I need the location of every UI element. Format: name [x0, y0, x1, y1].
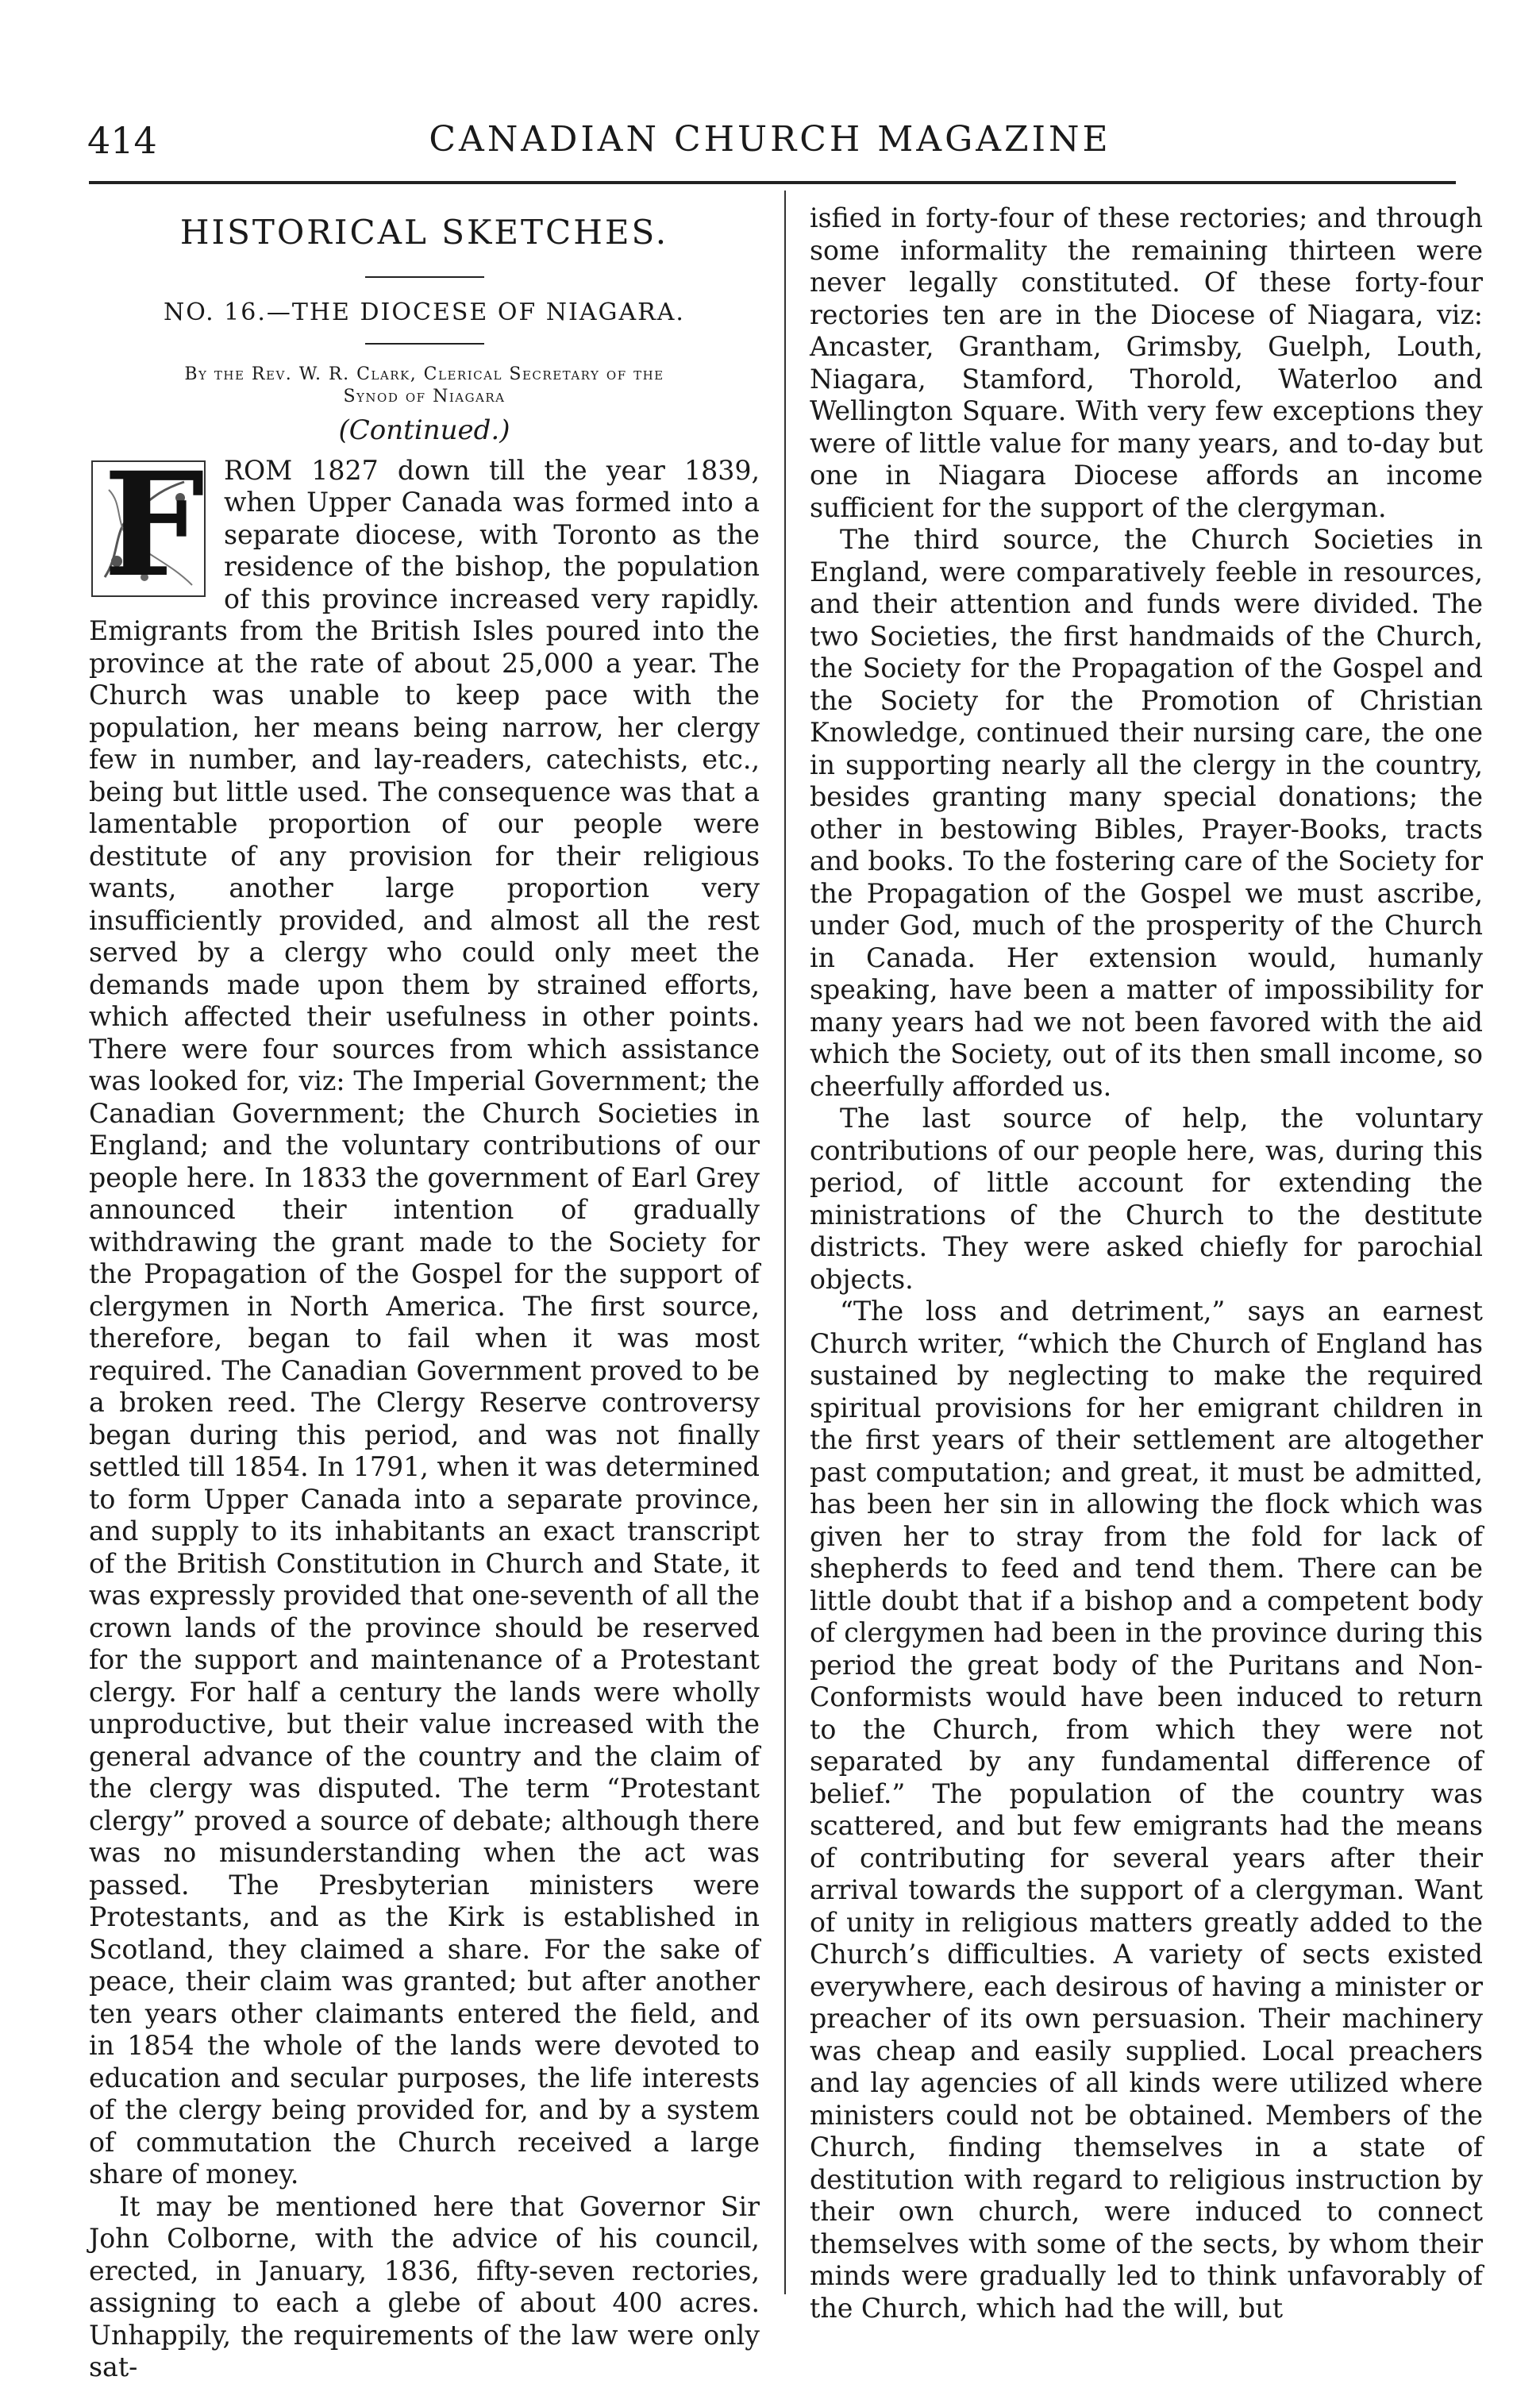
- article-subtitle: NO. 16.—THE DIOCESE OF NIAGARA.: [164, 298, 685, 326]
- byline-line-2: Synod of Niagara: [343, 387, 506, 406]
- drop-cap-letter: F: [103, 441, 205, 609]
- continued-note: (Continued.): [338, 414, 510, 446]
- title-divider: [365, 276, 484, 278]
- paragraph: ROM 1827 down till the year 1839, when Upper Canada was formed into a separate diocese, with Toronto as the residence of the bishop, the population of this province increased very rapidly. Emigrants from the British Isles poured into the province at the rate of about 25,000 a year. The Church was unable to keep pace with the population, her means being narrow, her clergy few in number, and lay-readers, catechists, etc., being but little used. The consequence was that a lamentable proportion of our people were destitute of any provision for their religious wants, another large proportion very insufficiently provided, and almost all the rest served by a clergy who could only meet the demands made upon them by strained efforts, which affected their usefulness in other points. There were four sources from which assistance was looked for, viz: The Imperial Government; the Canadian Government; the Church Societies in England; and the voluntary contributions of our people here. In 1833 the government of Earl Grey announced their intention of gradually withdrawing the grant made to the Society for the Propagation of the Gospel for the support of clergymen in North America. The first source, therefore, began to fail when it was most required. The Canadian Government proved to be a broken reed. The Clergy Reserve controversy began during this period, and was not finally settled till 1854. In 1791, when it was determined to form Upper Canada into a separate province, and supply to its inhabitants an exact transcript of the British Constitution in Church and State, it was expressly provided that one-seventh of all the crown lands of the province should be reserved for the support and maintenance of a Protestant clergy. For half a century the lands were wholly unproductive, but their value increased with the general advance of the country and the claim of the clergy was disputed. The term “Protestant clergy” proved a source of debate; although there was no misunderstanding when the act was passed. The Presbyterian ministers were Protestants, and as the Kirk is established in Scotland, they claimed a share. For the sake of peace, their claim was granted; but after another ten years other claimants entered the field, and in 1854 the whole of the lands were devoted to education and secular purposes, the life interests of the clergy being provided for, and by a system of commutation the Church received a large share of money.: [89, 454, 760, 2190]
- paragraph: isfied in forty-four of these rectories; and through some informality the remaining thirteen were never legally constituted. Of these forty-four rectories ten are in the Diocese of Niagara, viz: Ancaster, Grantham, Grimsby, Guelph, Louth, Niagara, Stamford, Thorold, Waterloo and Wellington Square. With very few exceptions they were of little value for many years, and to-day but one in Niagara Diocese affords an income sufficient for the support of the clergyman.: [810, 202, 1483, 523]
- paragraph: “The loss and detriment,” says an earnest Church writer, “which the Church of England has sustained by neglecting to make the required spiritual provisions for her emigrant children in the first years of their settlement are altogether past computation; and great, it must be admitted, has been her sin in allowing the flock which was given her to stray from the fold for lack of shepherds to feed and tend them. There can be little doubt that if a bishop and a competent body of clergymen had been in the province during this period the great body of the Puritans and Non-Conformists would have been induced to return to the Church, from which they were not separated by any fundamental difference of belief.” The population of the country was scattered, and but few emigrants had the means of contributing for several years after their arrival towards the support of a clergyman. Want of unity in religious matters greatly added to the Church’s difficulties. A variety of sects existed everywhere, each desirous of having a minister or preacher of its own persuasion. Their machinery was cheap and easily supplied. Local preachers and lay agencies of all kinds were utilized where ministers could not be obtained. Members of the Church, finding themselves in a state of destitution with regard to religious instruction by their own church, were induced to connect themselves with some of the sects, by whom their minds were gradually led to think unfavorably of the Church, which had the will, but: [810, 1296, 1483, 2324]
- article-title: HISTORICAL SKETCHES.: [179, 213, 669, 252]
- page-header: [87, 119, 1453, 175]
- column-divider: [784, 191, 786, 2294]
- running-title: CANADIAN CHURCH MAGAZINE: [429, 119, 1111, 160]
- paragraph: It may be mentioned here that Governor Sir John Colborne, with the advice of his council, erected, in January, 1836, fifty-seven rectories, assigning to each a glebe of about 400 acres. Unhappily, the requirements of the law were only sat-: [89, 2190, 760, 2382]
- right-column: [810, 202, 1483, 2324]
- byline-line-1: By the Rev. W. R. Clark, Clerical Secretary of the: [184, 364, 664, 384]
- paragraph: The last source of help, the voluntary contributions of our people here, was, during this period, of little account for extending the ministrations of the Church to the destitute districts. They were asked chiefly for parochial objects.: [810, 1103, 1483, 1295]
- subtitle-divider: [365, 343, 484, 345]
- paragraph: The third source, the Church Societies in England, were comparatively feeble in resources, and their attention and funds were divided. The two Societies, the first handmaids of the Church, the Society for the Propagation of the Gospel and the Society for the Promotion of Christian Knowledge, continued their nursing care, the one in supporting nearly all the clergy in the country, besides granting many special donations; the other in bestowing Bibles, Prayer-Books, tracts and books. To the fostering care of the Society for the Propagation of the Gospel we must ascribe, under God, much of the prosperity of the Church in Canada. Her extension would, humanly speaking, have been a matter of impossibility for many years had we not been favored with the aid which the Society, out of its then small income, so cheerfully afforded us.: [810, 524, 1483, 1102]
- byline: [89, 364, 760, 408]
- header-rule: [89, 181, 1456, 184]
- drop-cap-ornament: [89, 441, 208, 609]
- left-column: [89, 202, 760, 2384]
- page-number: 414: [87, 119, 157, 162]
